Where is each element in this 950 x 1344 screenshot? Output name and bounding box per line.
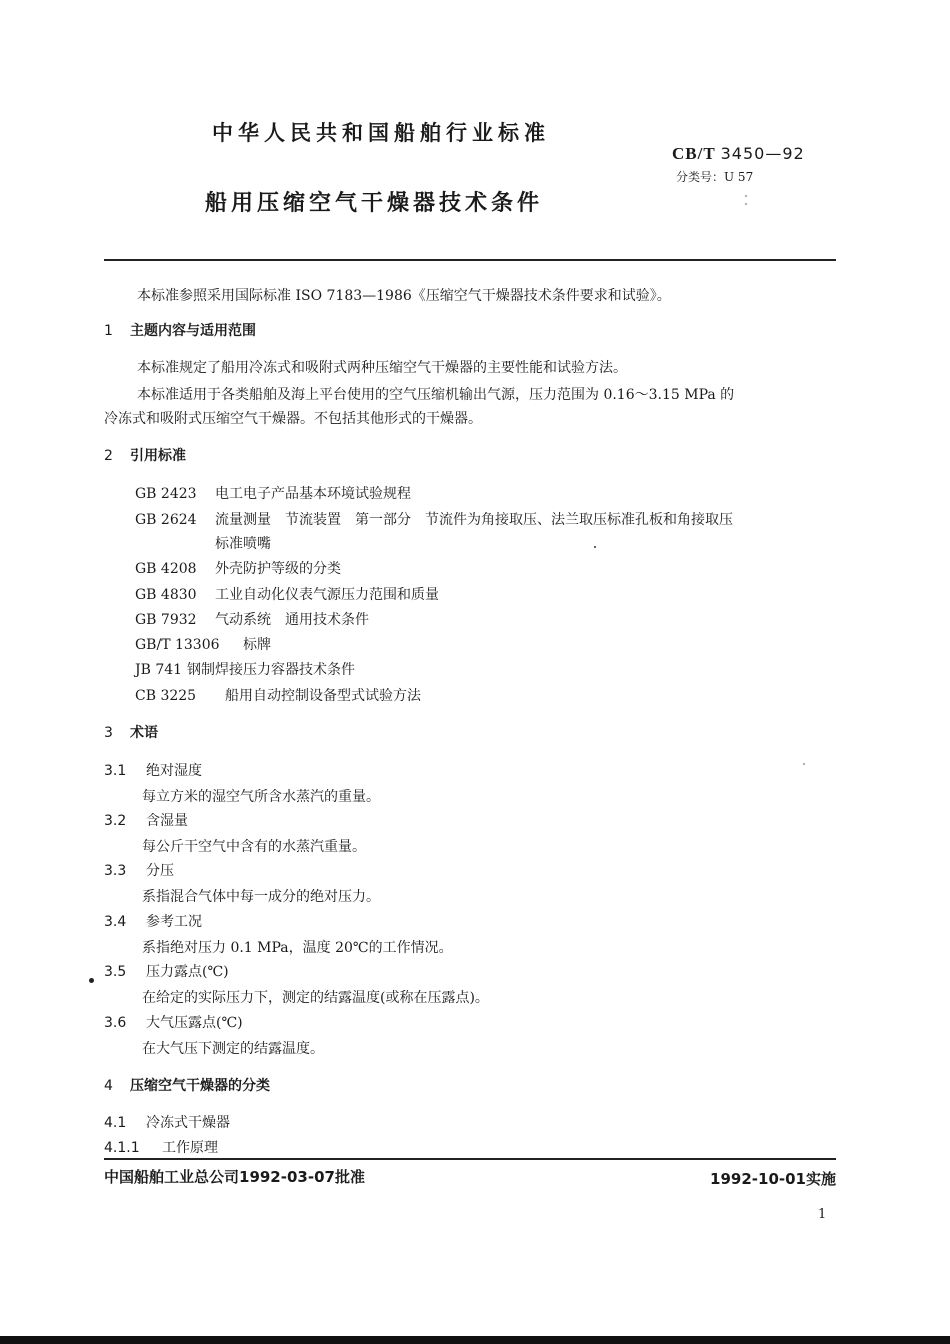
org-title: 中华人民共和国船舶行业标准 — [212, 121, 550, 145]
footer-rule — [104, 1158, 836, 1160]
reference-item — [135, 659, 355, 679]
reference-title: 工业自动化仪表气源压力范围和质量 — [215, 587, 439, 603]
reference-title: 标牌 — [243, 637, 271, 653]
section-1-para-2-line-2: 冷冻式和吸附式压缩空气干燥器。不包括其他形式的干燥器。 — [104, 411, 482, 427]
reference-item — [135, 609, 369, 629]
implementation-line: 1992-10-01实施 — [710, 1170, 836, 1188]
subsection-number: 4.1 — [104, 1115, 127, 1131]
reference-item — [135, 685, 421, 705]
subsection-number: 4.1.1 — [104, 1140, 140, 1156]
scan-speck — [594, 546, 596, 548]
term-name: 参考工况 — [146, 914, 202, 930]
reference-item — [135, 483, 411, 503]
reference-title: 钢制焊接压力容器技术条件 — [187, 662, 355, 678]
reference-title: 电工电子产品基本环境试验规程 — [215, 486, 411, 502]
reference-item — [135, 634, 271, 654]
section-title: 引用标准 — [130, 448, 186, 464]
term-name: 含湿量 — [146, 813, 188, 829]
section-1-para-2-line-1: 本标准适用于各类船舶及海上平台使用的空气压缩机输出气源，压力范围为 0.16～3.15 MPa 的 — [137, 387, 735, 403]
reference-code: GB 7932 — [135, 612, 197, 628]
scan-edge — [0, 1336, 950, 1344]
term-heading — [104, 961, 229, 981]
standard-code: 3450—92 — [720, 144, 805, 163]
reference-code: JB 741 — [135, 662, 183, 678]
term-definition: 系指混合气体中每一成分的绝对压力。 — [142, 889, 380, 905]
approval-line: 中国船舶工业总公司1992-03-07批准 — [104, 1168, 365, 1186]
section-3-heading — [104, 722, 158, 742]
term-definition: 系指绝对压力 0.1 MPa，温度 20℃的工作情况。 — [142, 940, 453, 956]
section-title: 主题内容与适用范围 — [130, 323, 256, 339]
standard-number — [672, 144, 805, 164]
reference-title: 气动系统 通用技术条件 — [215, 612, 369, 628]
reference-code: GB 4830 — [135, 587, 197, 603]
reference-item — [135, 558, 341, 578]
reference-code: CB 3225 — [135, 688, 197, 704]
term-heading — [104, 1012, 243, 1032]
header-rule — [104, 259, 836, 261]
classification-code: 分类号：U 57 — [676, 170, 754, 184]
term-number: 3.5 — [104, 964, 127, 980]
reference-title: 外壳防护等级的分类 — [215, 561, 341, 577]
document-title: 船用压缩空气干燥器技术条件 — [205, 191, 544, 216]
page-number: 1 — [818, 1207, 827, 1222]
term-heading — [104, 760, 202, 780]
term-definition: 每立方米的湿空气所含水蒸汽的重量。 — [142, 789, 380, 805]
section-1-para-1: 本标准规定了船用冷冻式和吸附式两种压缩空气干燥器的主要性能和试验方法。 — [137, 360, 627, 376]
term-definition: 在大气压下测定的结露温度。 — [142, 1041, 324, 1057]
term-definition: 每公斤干空气中含有的水蒸汽重量。 — [142, 839, 366, 855]
section-number: 2 — [104, 448, 113, 464]
reference-code: GB 2423 — [135, 486, 197, 502]
standard-prefix: CB/T — [672, 144, 716, 163]
section-2-heading — [104, 445, 186, 465]
reference-code: GB/T 13306 — [135, 637, 220, 653]
term-definition: 在给定的实际压力下，测定的结露温度(或称在压露点)。 — [142, 990, 489, 1006]
term-heading — [104, 911, 202, 931]
subsection-heading — [104, 1112, 230, 1132]
term-heading — [104, 810, 188, 830]
reference-title: 流量测量 节流装置 第一部分 节流件为角接取压、法兰取压标准孔板和角接取压 — [215, 512, 733, 528]
section-1-heading — [104, 320, 256, 340]
term-name: 压力露点(℃) — [146, 964, 229, 980]
section-4-heading — [104, 1075, 270, 1095]
term-number: 3.4 — [104, 914, 127, 930]
term-number: 3.3 — [104, 863, 127, 879]
scan-speck — [745, 203, 747, 205]
intro-paragraph: 本标准参照采用国际标准 ISO 7183—1986《压缩空气干燥器技术条件要求和试验》。 — [137, 288, 671, 304]
reference-item — [135, 509, 733, 529]
section-title: 术语 — [130, 725, 158, 741]
term-name: 大气压露点(℃) — [146, 1015, 243, 1031]
reference-item — [135, 584, 439, 604]
term-name: 绝对湿度 — [146, 763, 202, 779]
section-number: 1 — [104, 323, 113, 339]
subsection-title: 工作原理 — [162, 1140, 218, 1156]
section-number: 4 — [104, 1078, 113, 1094]
subsection-title: 冷冻式干燥器 — [146, 1115, 230, 1131]
reference-code: GB 4208 — [135, 561, 197, 577]
term-number: 3.6 — [104, 1015, 127, 1031]
subsection-heading — [104, 1137, 218, 1157]
scan-speck — [745, 195, 747, 197]
reference-title: 船用自动控制设备型式试验方法 — [225, 688, 421, 704]
section-number: 3 — [104, 725, 113, 741]
reference-item-continuation: 标准喷嘴 — [215, 536, 271, 552]
term-name: 分压 — [146, 863, 174, 879]
term-heading — [104, 860, 174, 880]
term-number: 3.1 — [104, 763, 127, 779]
section-title: 压缩空气干燥器的分类 — [130, 1078, 270, 1094]
reference-code: GB 2624 — [135, 512, 197, 528]
scan-speck — [89, 978, 94, 983]
scan-speck — [803, 763, 805, 765]
term-number: 3.2 — [104, 813, 127, 829]
